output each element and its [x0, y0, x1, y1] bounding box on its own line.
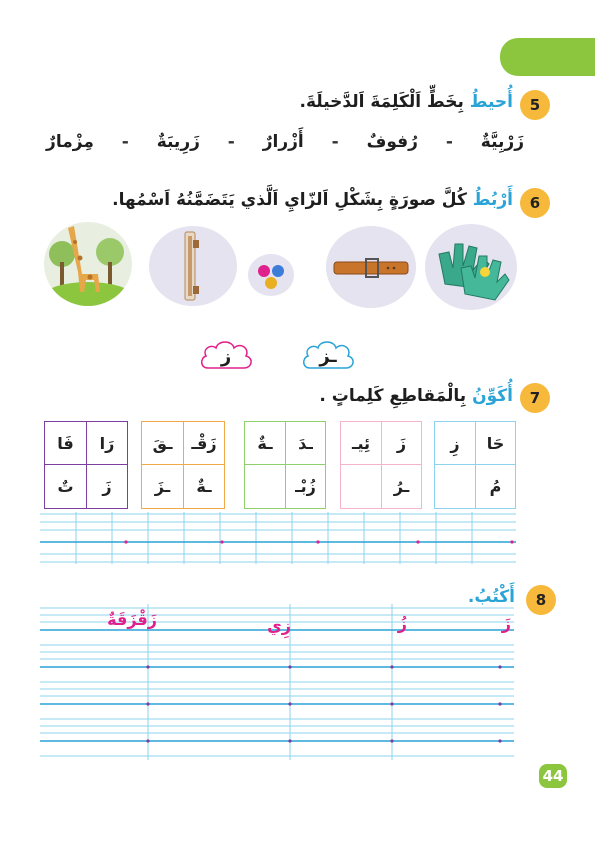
- syllable-tile[interactable]: ـقَ: [142, 422, 183, 465]
- syllable-tile[interactable]: ـدَ: [285, 422, 325, 465]
- exercise-7-text: بِالْمَقاطِعِ كَلِماتٍ .: [319, 386, 467, 406]
- syllable-tile[interactable]: زَ: [86, 465, 127, 508]
- exercise-6-badge: 6: [520, 188, 550, 218]
- syllable-tile[interactable]: تٌ: [57, 477, 74, 496]
- exercise-5-badge: 5: [520, 90, 550, 120]
- word-2[interactable]: رُفوفٌ: [366, 132, 418, 152]
- syllable-tile[interactable]: حَا: [475, 422, 515, 465]
- model-letter-1: زَ: [501, 614, 511, 633]
- word-1[interactable]: زَرْبِيَّةٌ: [480, 132, 524, 152]
- door-bolt-picture[interactable]: [149, 226, 237, 306]
- letter-shape-isolated-text: ز: [220, 345, 232, 367]
- letter-shape-isolated[interactable]: [198, 338, 254, 374]
- gloves-picture[interactable]: [425, 224, 517, 310]
- syllable-tile-empty: [435, 465, 475, 508]
- page-number: 44: [539, 764, 567, 788]
- syllable-tile[interactable]: ـةٌ: [245, 422, 285, 465]
- exercise-6-verb: أَرْبُطُ: [472, 190, 513, 210]
- letter-shape-medial[interactable]: [300, 338, 356, 374]
- syllable-grid-2: [340, 421, 422, 509]
- buttons-picture[interactable]: [248, 254, 294, 296]
- buttons-icon: [248, 254, 294, 296]
- exercise-5-verb: أُحيطُ: [469, 92, 513, 112]
- exercise-8-badge: 8: [526, 585, 556, 615]
- exercise-5-text: بِخَطٍّ اَلْكَلِمَةَ اَلدَّخيلَةَ.: [299, 92, 464, 112]
- separator: -: [331, 132, 339, 152]
- exercise-5-word-list: [46, 132, 524, 152]
- exercise-6-text: كُلَّ صورَةٍ بِشَكْلِ اَلزّايِ اَلَّذي يَتَضَمَّنُهُ اَسْمُها.: [112, 190, 467, 210]
- syllable-grid-1: [434, 421, 516, 509]
- syllable-tile[interactable]: ئِيـ: [341, 422, 381, 465]
- syllable-tile[interactable]: زَ: [381, 422, 421, 465]
- word-4[interactable]: زَرِيبَةٌ: [156, 132, 200, 152]
- model-letter-3: زِي: [267, 616, 291, 635]
- model-word-4: زَقْزَقَةٌ: [107, 610, 157, 629]
- syllable-grid-4: [141, 421, 225, 509]
- syllable-tile[interactable]: ـرُ: [381, 465, 421, 508]
- writing-lines-ex7[interactable]: [40, 512, 516, 564]
- syllable-tile[interactable]: مُ: [475, 465, 515, 508]
- syllable-tile[interactable]: زِ: [435, 422, 475, 465]
- separator: -: [445, 132, 453, 152]
- syllable-tile[interactable]: رَا: [86, 422, 127, 465]
- model-letter-2: زُ: [397, 614, 407, 633]
- exercise-8-verb: أَكْتُبُ.: [467, 587, 515, 607]
- syllable-grid-5: [44, 421, 128, 509]
- separator: -: [227, 132, 235, 152]
- exercise-5-instruction: [299, 92, 513, 112]
- syllable-tile[interactable]: زَقْـ: [183, 422, 224, 465]
- separator: -: [121, 132, 129, 152]
- door-bolt-icon: [149, 226, 237, 306]
- syllable-tile-empty: [341, 465, 381, 508]
- syllable-tile-empty: [245, 465, 285, 508]
- word-5[interactable]: مِزْمارٌ: [46, 132, 94, 152]
- exercise-7-instruction: [319, 386, 513, 406]
- syllable-tile[interactable]: ـزَ: [154, 477, 171, 496]
- belt-picture[interactable]: [326, 226, 416, 308]
- syllable-tile[interactable]: فَا: [45, 422, 86, 465]
- exercise-6-instruction: [112, 190, 513, 210]
- giraffe-picture[interactable]: [44, 222, 132, 306]
- letter-shape-medial-text: ـز: [319, 345, 337, 367]
- syllable-tile[interactable]: ـةٌ: [183, 465, 224, 508]
- belt-icon: [326, 226, 416, 308]
- giraffe-icon: [44, 222, 132, 306]
- exercise-7-badge: 7: [520, 383, 550, 413]
- gloves-icon: [425, 224, 517, 310]
- word-3[interactable]: أَزْرارٌ: [262, 132, 304, 152]
- header-tab: [500, 38, 595, 76]
- exercise-7-verb: أُكَوِّنُ: [472, 386, 513, 406]
- syllable-grid-3: [244, 421, 326, 509]
- syllable-tile[interactable]: زُبْـ: [285, 465, 325, 508]
